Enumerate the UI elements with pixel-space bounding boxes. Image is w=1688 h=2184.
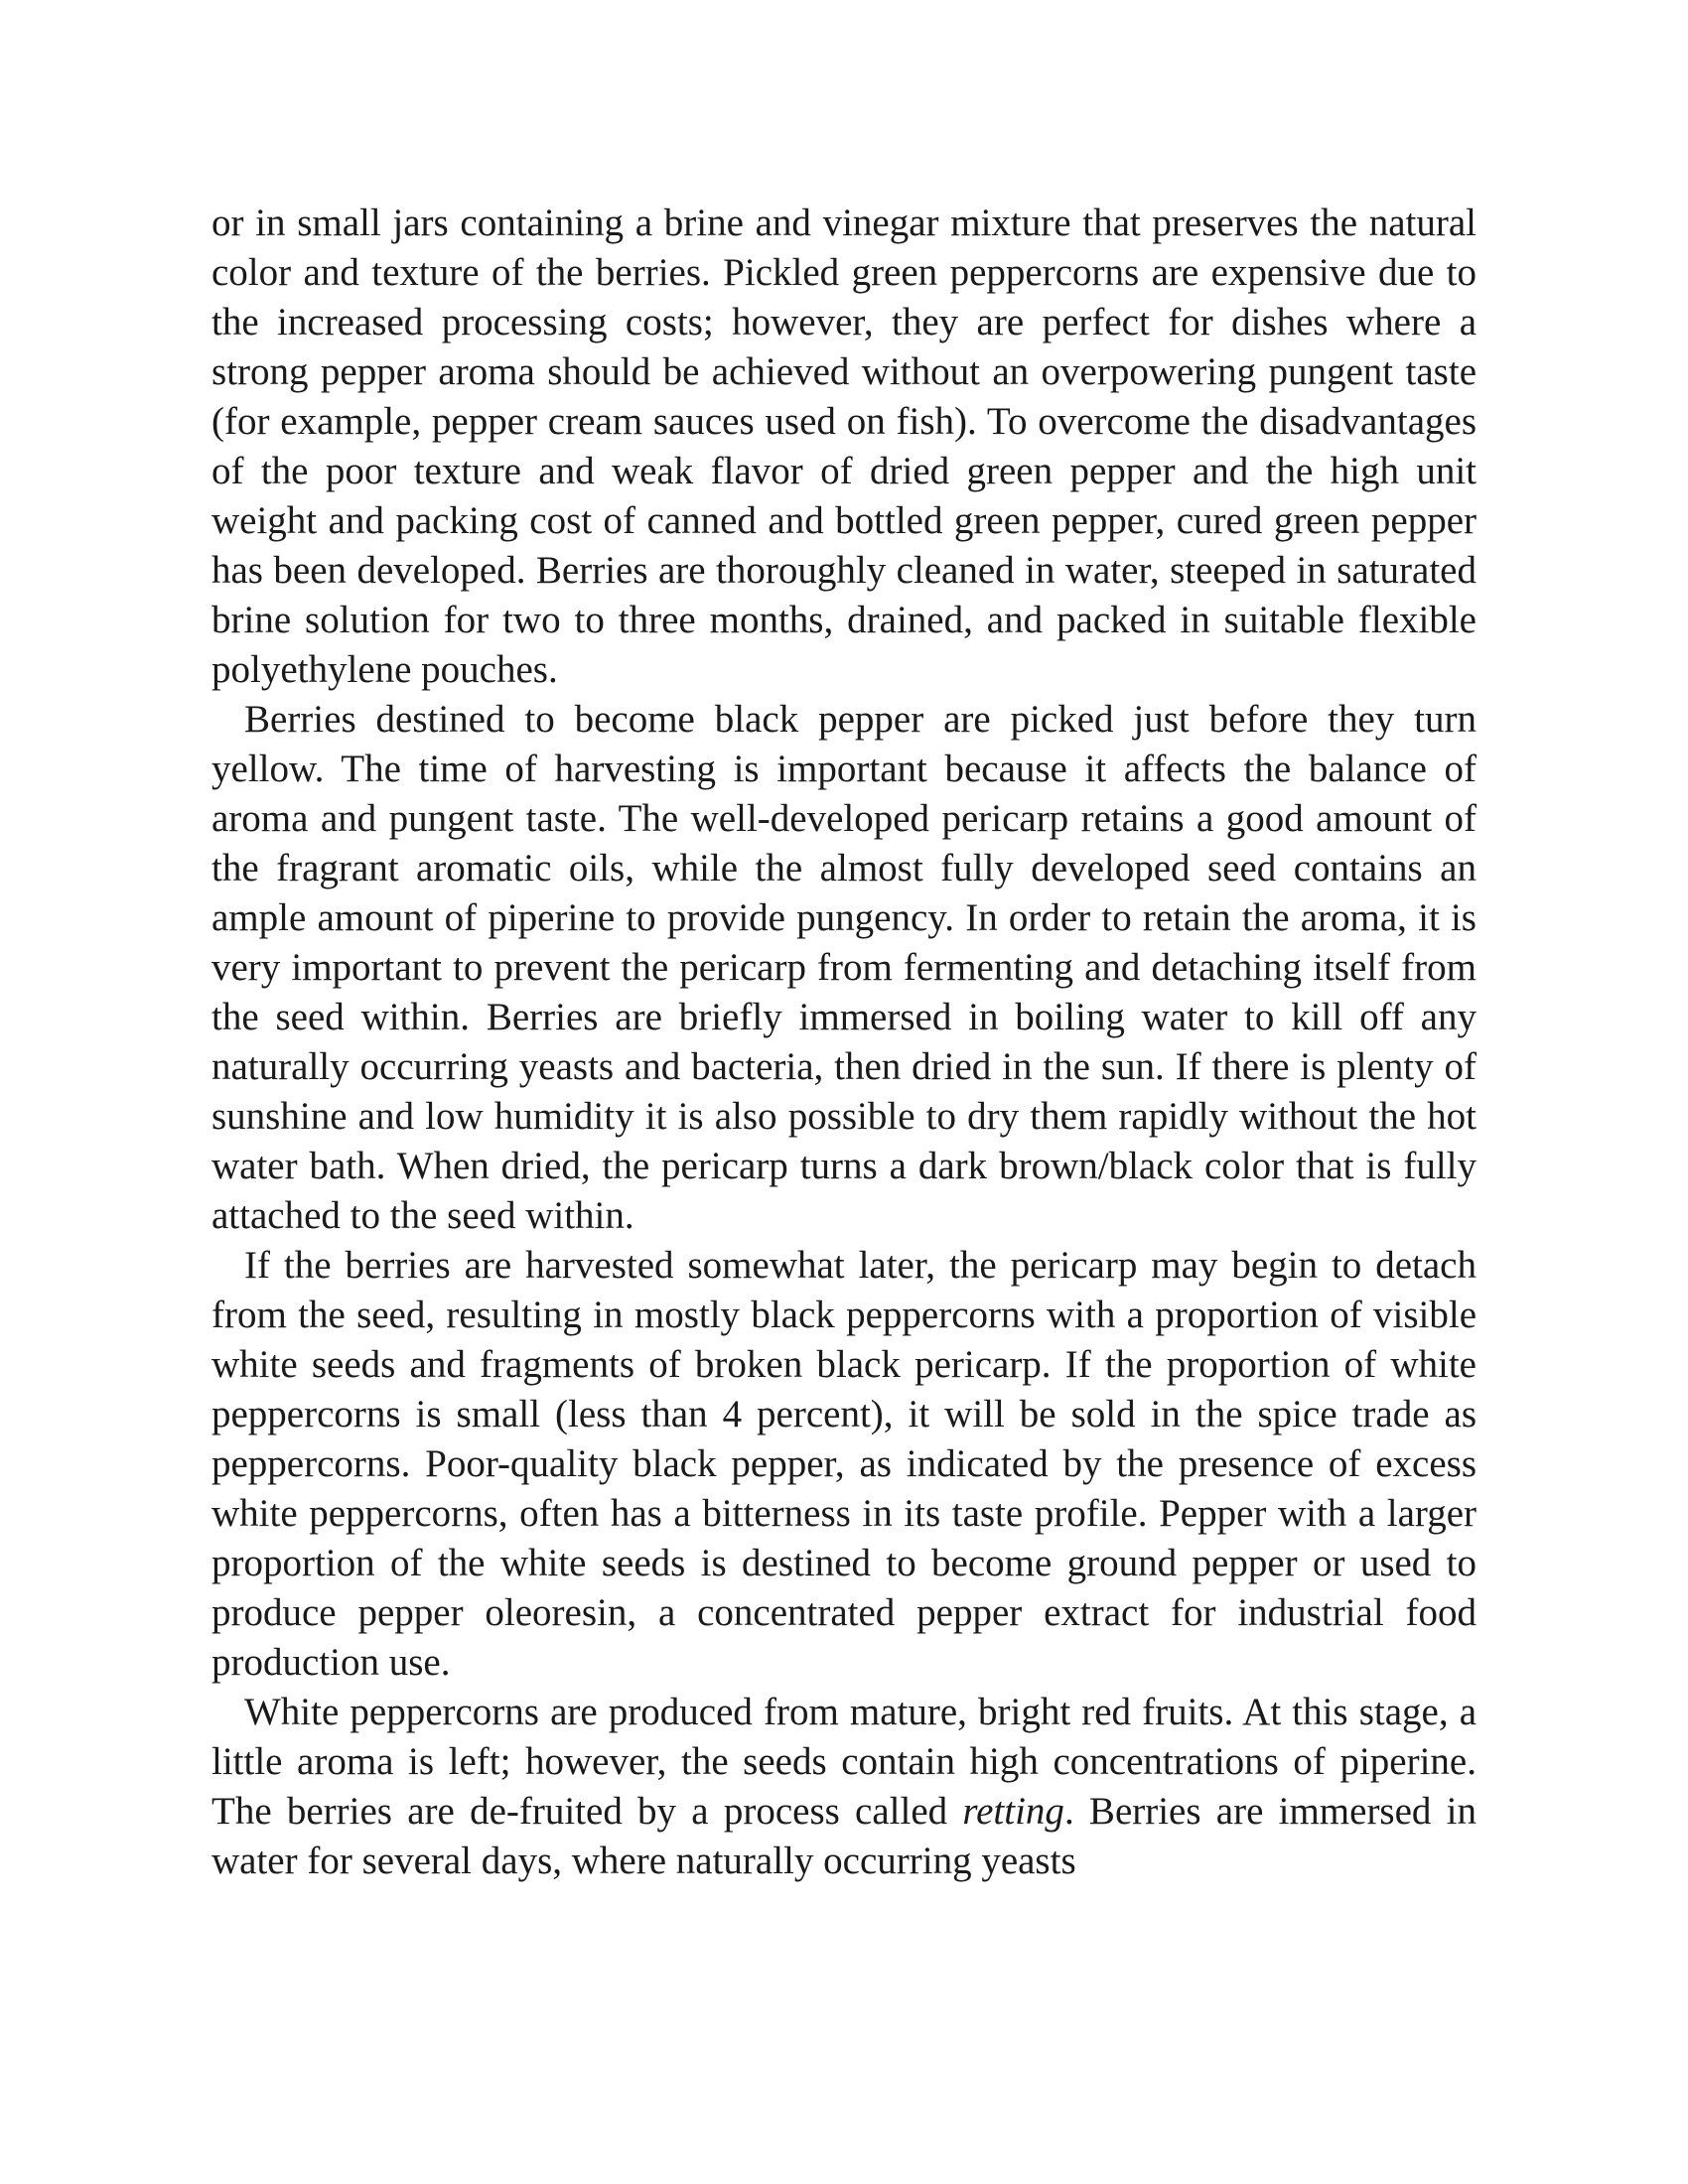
paragraph-2-text: Berries destined to become black pepper are picked just before they turn yellow. The time of harvesting is important because it affects the balance of aroma and pungent taste. The well-developed pericarp retains a good amount of the fragrant aromatic oils, while the almost fully developed seed contains an ample amount of piperine to provide pungency. In order to retain the aroma, it is very important to prevent the pericarp from fermenting and detaching itself from the seed within. Berries are briefly immersed in boiling water to kill off any naturally occurring yeasts and bacteria, then dried in the sun. If there is plenty of sunshine and low humidity it is also possible to dry them rapidly without the hot water bath. When dried, the pericarp turns a dark brown/black color that is fully attached to the seed within. — [211, 698, 1477, 1237]
paragraph-4-text-b: . Berries are immersed in water for several days, where naturally occurring yeasts — [211, 1790, 1477, 1882]
paragraph-1-text: or in small jars containing a brine and vinegar mixture that preserves the natural color and texture of the berries. Pickled green peppercorns are expensive due to the increased processing costs; however, they are perfect for dishes where a strong pepper aroma should be achieved without an overpowering pungent taste (for example, pepper cream sauces used on fish). To overcome the disadvantages of the poor texture and weak flavor of dried green pepper and the high unit weight and packing cost of canned and bottled green pepper, cured green pepper has been developed. Berries are thoroughly cleaned in water, steeped in saturated brine solution for two to three months, drained, and packed in suitable flexible polyethylene pouches. — [211, 202, 1477, 691]
paragraph-4-text-a: White peppercorns are produced from mature, bright red fruits. At this stage, a little aroma is left; however, the seeds contain high concentrations of piperine. The berries are de-fruited by a process called — [211, 1691, 1477, 1833]
paragraph-3-text: If the berries are harvested somewhat later, the pericarp may begin to detach from the seed, resulting in mostly black peppercorns with a proportion of visible white seeds and fragments of broken black pericarp. If the proportion of white peppercorns is small (less than 4 percent), it will be sold in the spice trade as peppercorns. Poor-quality black pepper, as indicated by the presence of excess white peppercorns, often has a bitterness in its taste profile. Pepper with a larger proportion of the white seeds is destined to become ground pepper or used to produce pepper oleoresin, a concentrated pepper extract for industrial food production use. — [211, 1244, 1477, 1684]
paragraph-1 — [211, 199, 1477, 695]
paragraph-2 — [211, 695, 1477, 1241]
paragraph-4-italic-term: retting — [962, 1790, 1064, 1833]
paragraph-3 — [211, 1241, 1477, 1688]
page-body — [211, 199, 1477, 1886]
paragraph-4 — [211, 1688, 1477, 1886]
